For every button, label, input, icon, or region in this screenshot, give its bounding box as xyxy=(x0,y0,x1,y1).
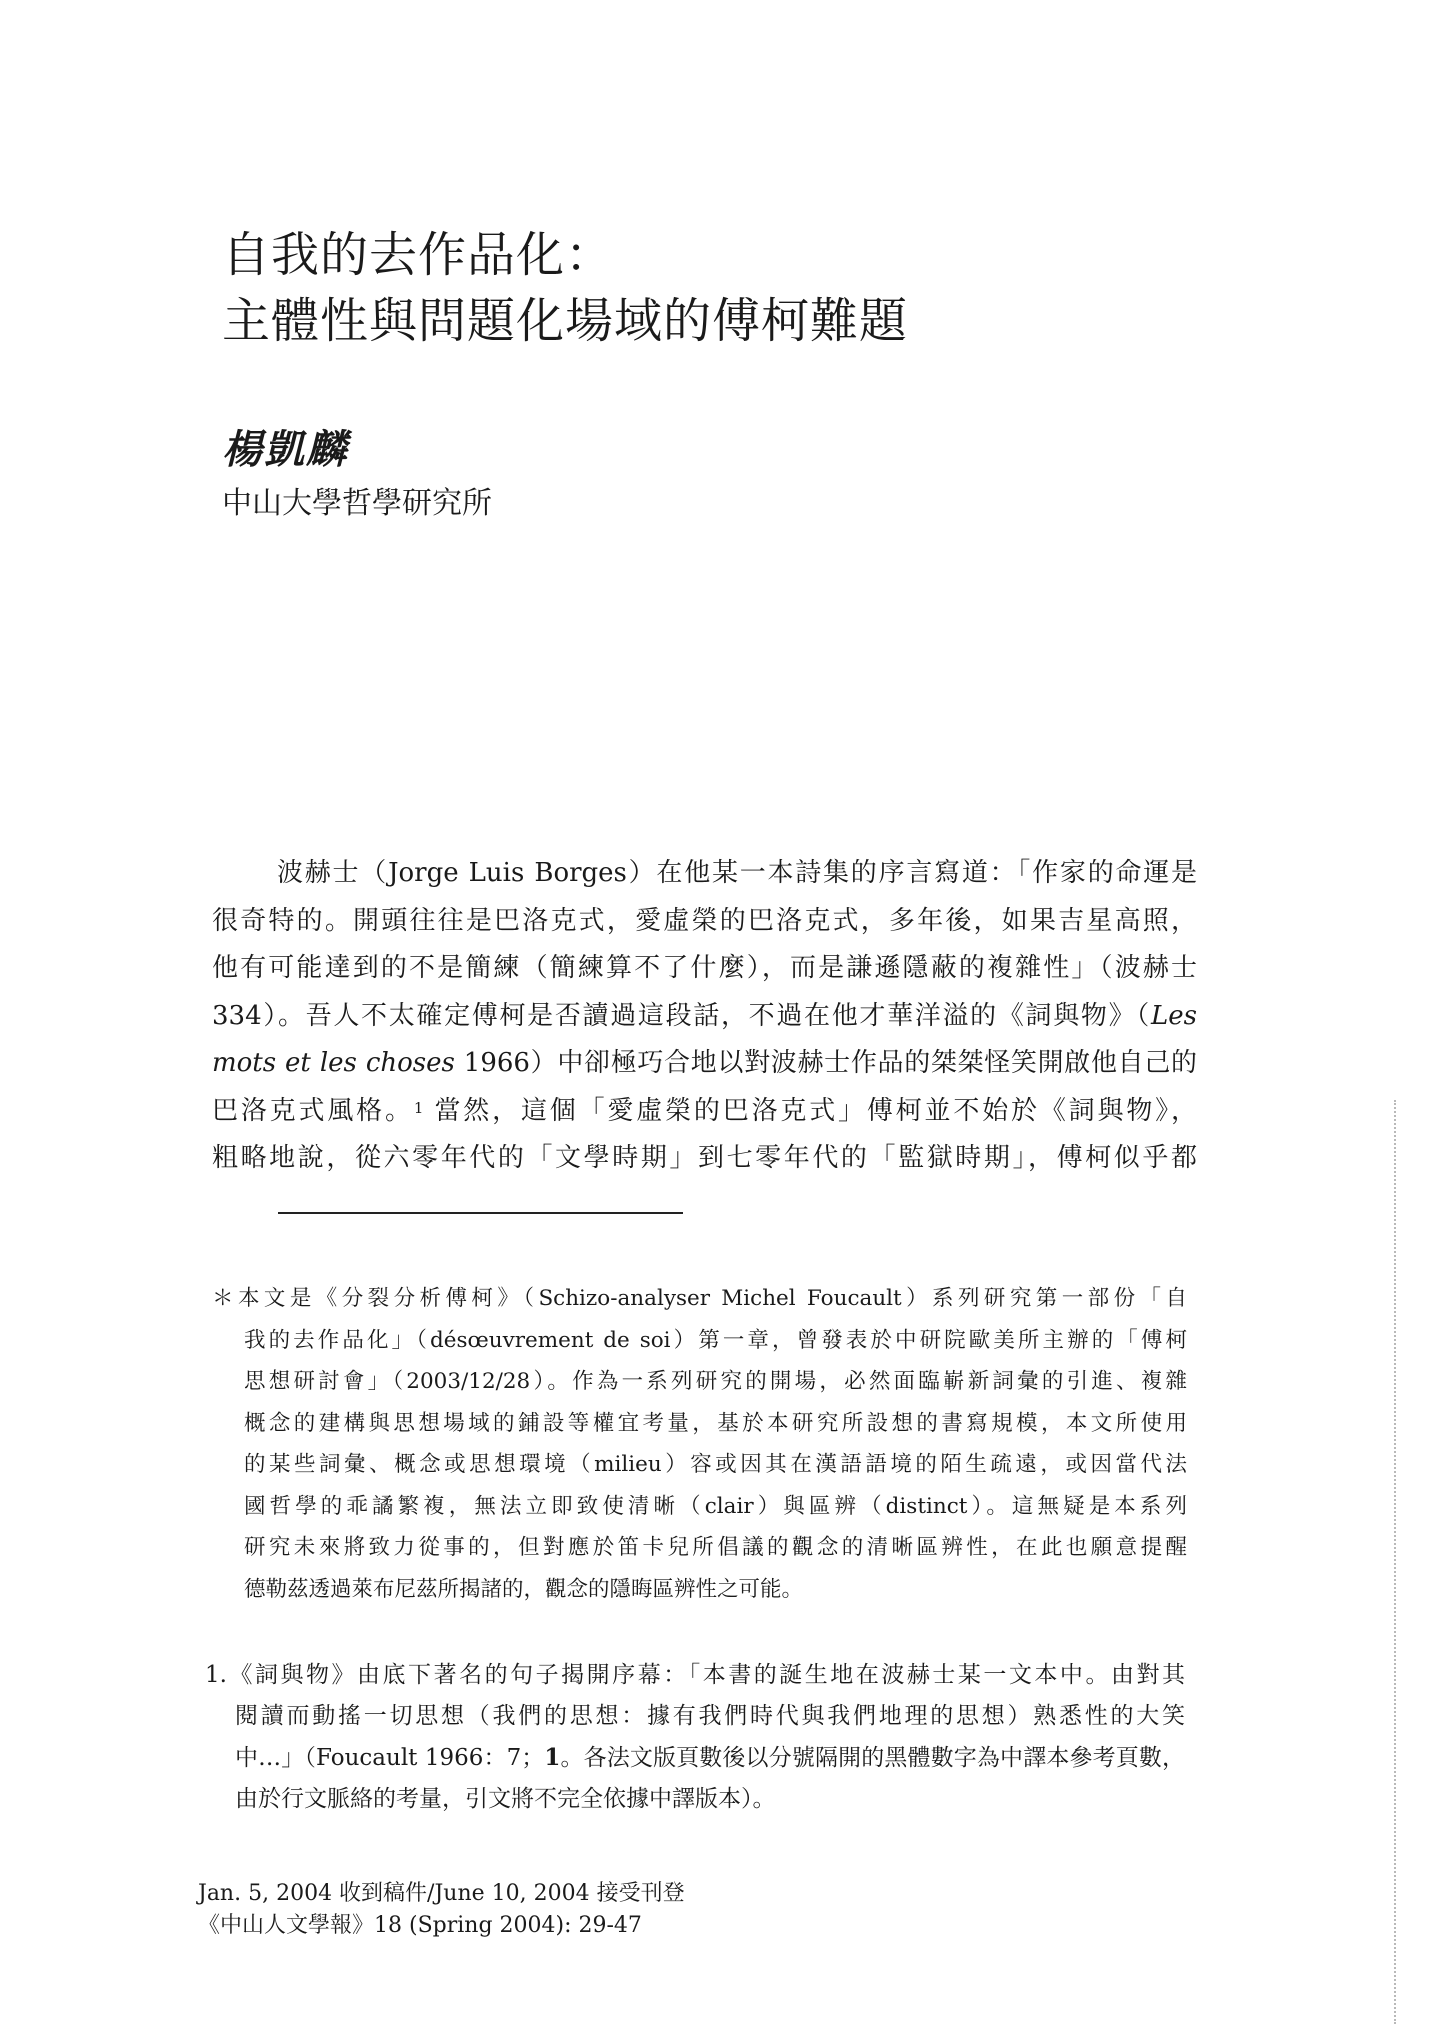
title-line-2: 主體性與問題化場域的傅柯難題 xyxy=(222,293,909,349)
footnote-line: ＊本文是《分裂分析傅柯》（Schizo-analyser Michel Foucault）系列研究第一部份「自 xyxy=(212,1286,1187,1311)
footnote-text: 中…」（Foucault 1966：7； xyxy=(235,1745,545,1771)
book-title-italic: Les xyxy=(1151,1000,1197,1031)
footnote-line: 研究未來將致力從事的，但對應於笛卡兒所倡議的觀念的清晰區辨性，在此也願意提醒 xyxy=(244,1535,1187,1560)
footnote-line: 德勒茲透過萊布尼茲所揭諸的，觀念的隱晦區辨性之可能。 xyxy=(244,1576,804,1602)
body-line: 波赫士（Jorge Luis Borges）在他某一本詩集的序言寫道：「作家的命運是 xyxy=(277,858,1197,888)
body-paragraph xyxy=(212,850,1197,1183)
footnote-line xyxy=(205,1737,1185,1779)
footnote-line: 概念的建構與思想場域的鋪設等權宜考量，基於本研究所設想的書寫規模，本文所使用 xyxy=(244,1410,1187,1436)
footnote-line: 我的去作品化」（désœuvrement de soi）第一章，曾發表於中研院歐美所主辦的「傅柯 xyxy=(244,1327,1187,1353)
bold-page-number: 1 xyxy=(544,1744,561,1771)
footnote-line: 國哲學的乖譎繁複，無法立即致使清晰（clair）與區辨（distinct）。這無疑是本系列 xyxy=(244,1493,1187,1519)
footnote-line: 的某些詞彙、概念或思想環境（milieu）容或因其在漢語語境的陌生疏遠，或因當代法 xyxy=(244,1452,1187,1477)
author-affiliation: 中山大學哲學研究所 xyxy=(222,486,492,521)
footnote-line: 由於行文脈絡的考量，引文將不完全依據中譯版本）。 xyxy=(235,1786,776,1812)
book-title-italic: mots et les choses xyxy=(212,1048,455,1078)
footnote-line: 1.《詞與物》由底下著名的句子揭開序幕：「本書的誕生地在波赫士某一文本中。由對其 xyxy=(205,1662,1185,1688)
footnote-star xyxy=(212,1278,1187,1610)
footnote-1 xyxy=(205,1655,1185,1820)
body-line: 很奇特的。開頭往往是巴洛克式，愛虛榮的巴洛克式，多年後，如果吉星高照， xyxy=(212,905,1197,936)
received-accepted-dates: Jan. 5, 2004 收到稿件/June 10, 2004 接受刊登 xyxy=(198,1881,685,1906)
footnote-line: 思想研討會」（2003/12/28）。作為一系列研究的開場，必然面臨嶄新詞彙的引進、複雜 xyxy=(244,1369,1187,1394)
footnote-separator xyxy=(278,1212,683,1214)
body-line: 他有可能達到的不是簡練（簡練算不了什麼），而是謙遜隱蔽的複雜性」（波赫士 xyxy=(212,953,1197,983)
author-name: 楊凱麟 xyxy=(222,426,348,473)
body-line: 粗略地說，從六零年代的「文學時期」到七零年代的「監獄時期」，傅柯似乎都 xyxy=(212,1143,1197,1173)
footnote-marker[interactable]: 1 xyxy=(413,1098,424,1117)
body-text: 當然，這個「愛虛榮的巴洛克式」傅柯並不始於《詞與物》， xyxy=(423,1095,1197,1126)
title-line-1: 自我的去作品化： xyxy=(222,227,615,283)
body-text: 1966）中卻極巧合地以對波赫士作品的桀桀怪笑開啟他自己的 xyxy=(454,1048,1197,1078)
body-line xyxy=(212,1040,1197,1088)
body-text: 334）。吾人不太確定傅柯是否讀過這段話，不過在他才華洋溢的《詞與物》（ xyxy=(212,1000,1151,1031)
footnote-text: 。各法文版頁數後以分號隔開的黑體數字為中譯本參考頁數， xyxy=(560,1745,1186,1771)
body-line xyxy=(212,1088,1197,1136)
scan-edge-line xyxy=(1394,1100,1398,2024)
journal-citation: 《中山人文學報》18 (Spring 2004): 29-47 xyxy=(198,1913,642,1938)
footnote-line: 閱讀而動搖一切思想（我們的思想：據有我們時代與我們地理的思想）熟悉性的大笑 xyxy=(235,1703,1185,1729)
body-line xyxy=(212,993,1197,1041)
paper-title xyxy=(222,222,908,354)
body-text: 巴洛克式風格。 xyxy=(212,1095,414,1126)
